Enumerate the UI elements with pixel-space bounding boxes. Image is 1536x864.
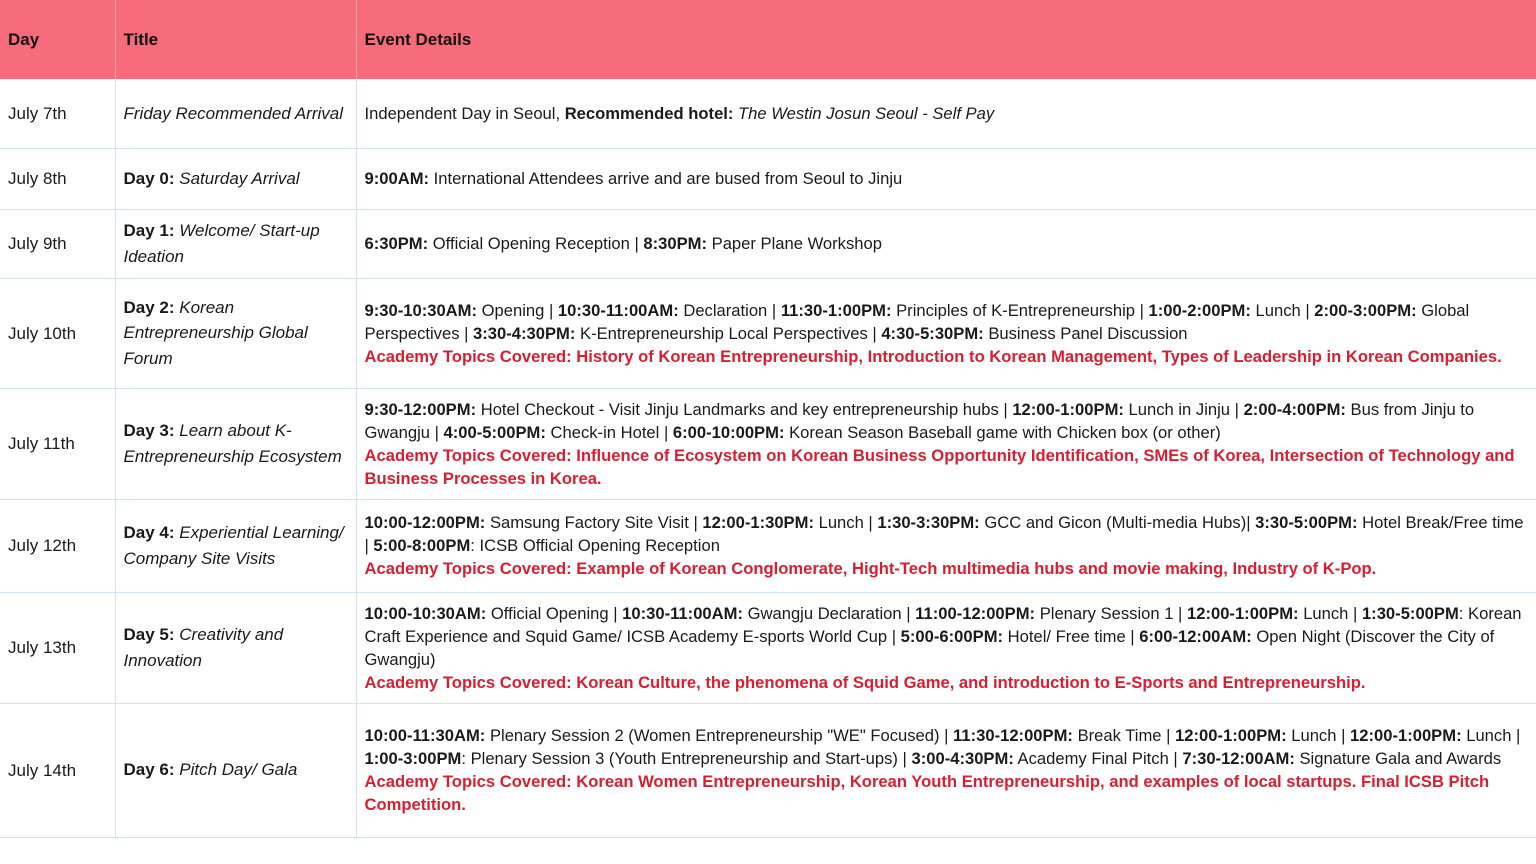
event-details-cell [356,703,1536,837]
event-text: Lunch | [1286,726,1350,745]
academy-topics: Academy Topics Covered: Korean Women Entrepreneurship, Korean Youth Entrepreneurship, and examples of local startups. Final ICSB Pitch Competition. [364,772,1490,814]
schedule-body [0,79,1536,837]
day-number: Day 5: [123,625,175,644]
time-label: 1:30-3:30PM: [877,513,980,532]
event-text: Signature Gala and Awards [1294,749,1502,768]
title-cell [115,703,356,837]
table-row [0,148,1536,209]
event-text: Gwangju Declaration | [742,603,916,623]
day-number: Day 2: [123,297,175,317]
day-number: Day 3: [123,421,175,440]
day-number: Day 0: [123,168,175,188]
time-label: 9:30-10:30AM: [364,300,478,320]
time-label: 3:30-5:00PM: [1255,513,1358,532]
event-text: K-Entrepreneurship Local Perspectives | [575,323,882,343]
event-text: Official Opening Reception | [428,234,644,253]
time-label: 1:00-2:00PM: [1148,300,1251,320]
time-label: 1:30-5:00PM [1361,603,1459,623]
time-label: 12:00-1:00PM: [1175,726,1287,745]
event-text: Lunch | [1250,300,1315,320]
event-text: Hotel Break/Free time | [364,513,1524,555]
day-title: Welcome/ Start-up Ideation [123,221,320,266]
time-label: 3:00-4:30PM: [911,749,1014,768]
day-title: Experiential Learning/ Company Site Visits [123,523,344,568]
event-details-cell [356,209,1536,278]
header-title: Title [115,0,356,79]
event-details-cell [356,592,1536,703]
table-row [0,499,1536,592]
time-label: 12:00-1:00PM: [1012,399,1124,419]
event-text: Hotel Checkout - Visit Jinju Landmarks and key entrepreneurship hubs | [476,399,1013,419]
schedule-text [365,604,1522,669]
time-label: Recommended hotel: [564,103,734,123]
event-text: Global Perspectives | [364,300,1470,343]
time-label: 6:00-10:00PM: [672,422,785,442]
event-text: Plenary Session 2 (Women Entrepreneurship "WE" Focused) | [485,726,954,745]
event-text: Samsung Factory Site Visit | [485,513,703,532]
table-row [0,703,1536,837]
time-label: 2:00-3:00PM: [1314,300,1417,320]
time-label: 2:00-4:00PM: [1243,399,1346,419]
schedule-text [365,400,1475,442]
schedule-text [365,726,1521,768]
table-row [0,209,1536,278]
event-text: Paper Plane Workshop [707,234,882,253]
day-cell: July 13th [0,592,115,703]
event-text: Break Time | [1072,726,1176,745]
event-text: Hotel/ Free time | [1003,626,1140,646]
event-text: : Plenary Session 3 (Youth Entrepreneurship and Start-ups) | [461,749,912,768]
header-day: Day [0,0,115,79]
day-number: Day 1: [123,221,175,240]
academy-topics: Academy Topics Covered: Korean Culture, the phenomena of Squid Game, and introduction to E-Sports and Entrepreneurship. [364,672,1366,692]
day-cell: July 8th [0,148,115,209]
event-text: Business Panel Discussion [983,323,1188,343]
time-label: 12:00-1:30PM: [702,513,814,532]
day-title: Creativity and Innovation [123,625,284,670]
time-label: 1:00-3:00PM [364,749,462,768]
schedule-text [365,513,1524,555]
event-text: : Korean Craft Experience and Squid Game/ ICSB Academy E-sports World Cup | [364,603,1522,646]
day-cell: July 10th [0,278,115,388]
header-event-details: Event Details [356,0,1536,79]
event-text: Lunch in Jinju | [1123,399,1244,419]
event-text: Lunch | [813,513,878,532]
time-label: 6:30PM: [364,234,429,253]
event-text: The Westin Josun Seoul - Self Pay [733,103,995,123]
schedule-text [365,104,995,123]
day-title: Saturday Arrival [174,168,300,188]
day-cell: July 11th [0,388,115,499]
day-title: Pitch Day/ Gala [174,760,298,780]
event-text: Lunch | [1298,603,1362,623]
time-label: 10:00-11:30AM: [364,726,486,745]
academy-topics: Academy Topics Covered: History of Korean Entrepreneurship, Introduction to Korean Management, Types of Leadership in Korean Companies. [364,346,1502,366]
time-label: 12:00-1:00PM: [1350,726,1462,745]
academy-topics: Academy Topics Covered: Example of Korean Conglomerate, Hight-Tech multimedia hubs and movie making, Industry of K-Pop. [364,559,1377,578]
event-text: International Attendees arrive and are bused from Seoul to Jinju [429,169,903,188]
time-label: 11:00-12:00PM: [915,603,1036,623]
table-row [0,592,1536,703]
title-cell [115,79,356,148]
header-row [0,0,1536,79]
table-row [0,388,1536,499]
event-text: Bus from Jinju to Gwangju | [364,399,1475,442]
event-text: Check-in Hotel | [545,422,673,442]
day-cell: July 7th [0,79,115,148]
day-cell: July 12th [0,499,115,592]
title-cell [115,148,356,209]
time-label: 10:00-12:00PM: [364,513,486,532]
table-row [0,278,1536,388]
time-label: 4:00-5:00PM: [443,422,546,442]
title-cell [115,592,356,703]
time-label: 4:30-5:30PM: [881,323,984,343]
time-label: 9:00AM: [364,169,430,188]
event-text: Korean Season Baseball game with Chicken box (or other) [784,422,1221,442]
title-cell [115,499,356,592]
event-text: Lunch | [1461,726,1521,745]
event-text: GCC and Gicon (Multi-media Hubs)| [979,513,1256,532]
event-details-cell [356,499,1536,592]
title-cell [115,278,356,388]
title-cell [115,388,356,499]
day-title: Friday Recommended Arrival [123,103,343,123]
day-title: Learn about K-Entrepreneurship Ecosystem [123,421,342,466]
day-number: Day 6: [123,760,175,780]
event-text: Official Opening | [486,603,623,623]
academy-topics: Academy Topics Covered: Influence of Ecosystem on Korean Business Opportunity Identification, SMEs of Korea, Intersection of Technology and Business Processes in Korea. [364,445,1515,488]
time-label: 8:30PM: [643,234,708,253]
day-title: Korean Entrepreneurship Global Forum [123,297,308,368]
time-label: 12:00-1:00PM: [1186,603,1299,623]
event-details-cell [356,79,1536,148]
time-label: 3:30-4:30PM: [473,323,576,343]
event-text: Plenary Session 1 | [1035,603,1187,623]
event-text: Principles of K-Entrepreneurship | [891,300,1149,320]
day-number: Day 4: [123,523,175,542]
event-details-cell [356,388,1536,499]
event-text: Declaration | [678,300,781,320]
time-label: 10:00-10:30AM: [364,603,487,623]
schedule-text [365,234,882,253]
schedule-text [365,169,903,188]
event-text: : ICSB Official Opening Reception [470,536,720,555]
time-label: 7:30-12:00AM: [1182,749,1295,768]
time-label: 9:30-12:00PM: [364,399,477,419]
time-label: 11:30-1:00PM: [780,300,892,320]
time-label: 10:30-11:00AM: [622,603,743,623]
time-label: 5:00-8:00PM [373,536,471,555]
event-details-cell [356,148,1536,209]
time-label: 11:30-12:00PM: [953,726,1073,745]
event-text: Opening | [477,300,558,320]
event-text: Open Night (Discover the City of Gwangju) [364,626,1495,669]
event-text: Academy Final Pitch | [1013,749,1183,768]
day-cell: July 9th [0,209,115,278]
title-cell [115,209,356,278]
schedule-text [365,301,1470,343]
time-label: 6:00-12:00AM: [1139,626,1252,646]
time-label: 10:30-11:00AM: [557,300,679,320]
event-details-cell [356,278,1536,388]
day-cell: July 14th [0,703,115,837]
event-text: Independent Day in Seoul, [364,103,565,123]
table-row [0,79,1536,148]
time-label: 5:00-6:00PM: [900,626,1004,646]
